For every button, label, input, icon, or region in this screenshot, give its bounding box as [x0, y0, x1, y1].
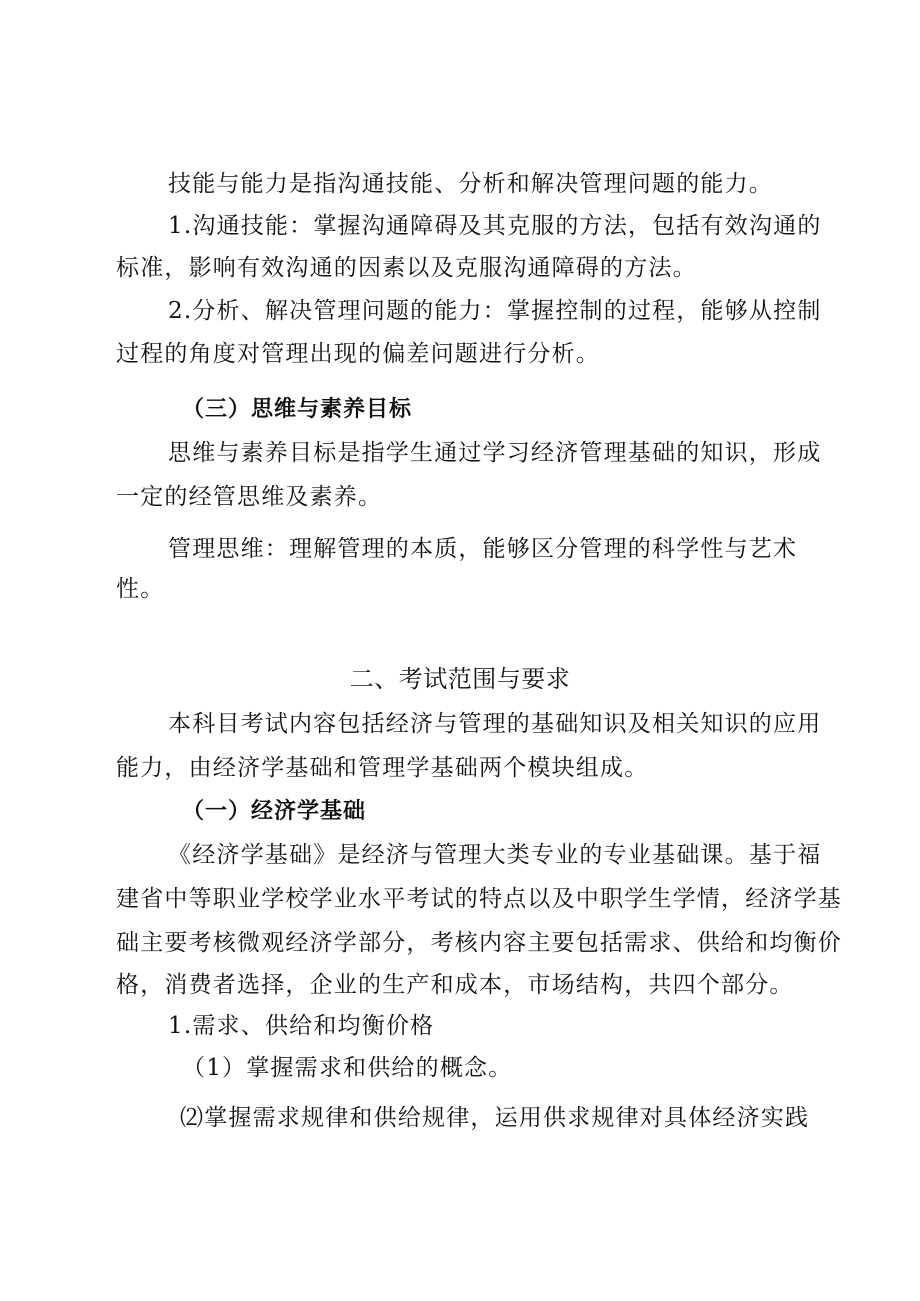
paragraph-exam-content-line2: 能力，由经济学基础和管理学基础两个模块组成。 — [116, 755, 649, 781]
paragraph-analysis-line2: 过程的角度对管理出现的偏差问题进行分析。 — [116, 341, 600, 367]
paragraph-economics-line2: 建省中等职业学校学业水平考试的特点以及中职学生学情，经济学基 — [116, 886, 842, 912]
paragraph-economics-line3: 础主要考核微观经济学部分，考核内容主要包括需求、供给和均衡价 — [116, 930, 842, 956]
paragraph-management-thinking-line2: 性。 — [116, 576, 165, 602]
paragraph-economics-line4: 格，消费者选择，企业的生产和成本，市场结构，共四个部分。 — [116, 972, 794, 998]
paragraph-skills-intro: 技能与能力是指沟通技能、分析和解决管理问题的能力。 — [168, 171, 773, 197]
section-heading-exam-scope: 二、考试范围与要求 — [349, 665, 571, 693]
paragraph-communication-line1: 1.沟通技能：掌握沟通障碍及其克服的方法，包括有效沟通的 — [168, 213, 822, 239]
subheading-economics-basics: （一）经济学基础 — [182, 799, 367, 824]
subheading-thinking-literacy: （三）思维与素养目标 — [182, 397, 413, 422]
paragraph-analysis-line1: 2.分析、解决管理问题的能力：掌握控制的过程，能够从控制 — [168, 298, 822, 324]
list-subitem-2: ⑵掌握需求规律和供给规律，运用供求规律对具体经济实践 — [180, 1105, 810, 1131]
paragraph-economics-line1: 《经济学基础》是经济与管理大类专业的专业基础课。基于福 — [168, 842, 822, 868]
list-subitem-1: （1）掌握需求和供给的概念。 — [182, 1055, 513, 1081]
paragraph-thinking-line1: 思维与素养目标是指学生通过学习经济管理基础的知识，形成 — [168, 440, 822, 466]
paragraph-communication-line2: 标准，影响有效沟通的因素以及克服沟通障碍的方法。 — [116, 255, 697, 281]
list-item-demand-supply: 1.需求、供给和均衡价格 — [168, 1013, 435, 1039]
paragraph-thinking-line2: 一定的经管思维及素养。 — [116, 484, 383, 510]
paragraph-management-thinking-line1: 管理思维：理解管理的本质，能够区分管理的科学性与艺术 — [168, 536, 798, 562]
paragraph-exam-content-line1: 本科目考试内容包括经济与管理的基础知识及相关知识的应用 — [168, 711, 822, 737]
